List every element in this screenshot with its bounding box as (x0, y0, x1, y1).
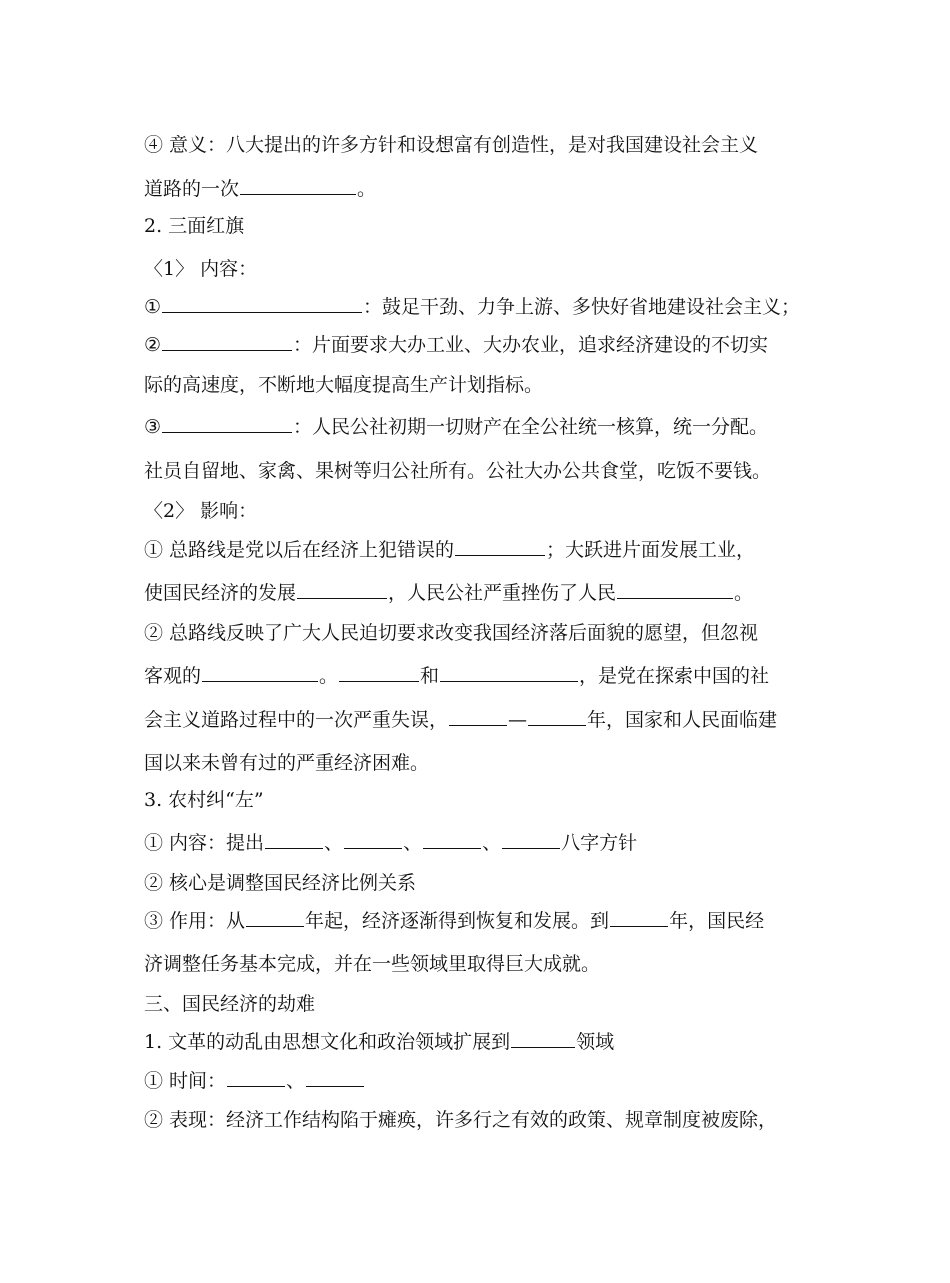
fill-blank[interactable] (449, 705, 507, 726)
fill-blank[interactable] (440, 661, 578, 682)
line-text: ③ (144, 416, 162, 438)
line-text: 、 (482, 832, 502, 854)
line-text: ① 时间： (144, 1070, 227, 1092)
line-text: ① 总路线是党以后在经济上犯错误的 (144, 539, 455, 561)
line-text: — (508, 709, 528, 731)
line-text: 会主义道路过程中的一次严重失误， (144, 709, 449, 731)
fill-blank[interactable] (617, 578, 733, 599)
line-text: ：鼓足干劲、力争上游、多快好省地建设社会主义； (363, 296, 801, 318)
text-line (144, 330, 860, 360)
text-line (144, 828, 860, 858)
line-text: ，是党在探索中国的社 (579, 665, 770, 687)
line-text: ，人民公社严重挫伤了人民 (388, 582, 617, 604)
line-text: 、 (324, 832, 344, 854)
text-line (144, 535, 860, 565)
line-text: ：片面要求大办工业、大办农业，追求经济建设的不切实 (293, 334, 769, 356)
text-line (144, 661, 860, 691)
fill-blank[interactable] (162, 292, 362, 313)
line-text: 道路的一次 (144, 178, 240, 200)
fill-blank[interactable] (423, 828, 481, 849)
line-text: 。 (734, 582, 754, 604)
line-text: ② 核心是调整国民经济比例关系 (144, 872, 417, 894)
text-line (144, 1105, 860, 1135)
text-line (144, 868, 860, 898)
line-text: 领域 (576, 1031, 615, 1053)
section-heading (144, 989, 860, 1019)
heading-text: 三、国民经济的劫难 (144, 993, 316, 1015)
text-line (144, 412, 860, 442)
line-text: 济调整任务基本完成，并在一些领域里取得巨大成就。 (144, 953, 601, 975)
text-line (144, 1066, 860, 1096)
text-line (144, 1027, 860, 1057)
text-line (144, 456, 860, 486)
text-line (144, 618, 860, 648)
fill-blank[interactable] (455, 535, 545, 556)
line-text: 使国民经济的发展 (144, 582, 297, 604)
text-line (144, 949, 860, 979)
fill-blank[interactable] (265, 828, 323, 849)
subsection-heading (144, 254, 860, 284)
line-text: 社员自留地、家禽、果树等归公社所有。公社大办公共食堂，吃饭不要钱。 (144, 460, 772, 482)
text-line (144, 906, 860, 936)
fill-blank[interactable] (306, 1066, 364, 1087)
text-line (144, 130, 860, 160)
text-line (144, 370, 860, 400)
line-text: ③ 作用：从 (144, 910, 246, 932)
line-text: ② (144, 334, 162, 356)
line-text: 。 (357, 178, 377, 200)
heading-text: 〈1〉 内容： (144, 258, 258, 280)
line-text: ① (144, 296, 162, 318)
heading-text: 3. 农村纠“左” (144, 789, 264, 811)
line-text: ：人民公社初期一切财产在全公社统一核算，统一分配。 (293, 416, 769, 438)
fill-blank[interactable] (202, 661, 318, 682)
fill-blank[interactable] (502, 828, 560, 849)
fill-blank[interactable] (162, 412, 292, 433)
line-text: ② 表现：经济工作结构陷于瘫痪，许多行之有效的政策、规章制度被废除， (144, 1109, 778, 1131)
line-text: 、 (403, 832, 423, 854)
line-text: ；大跃进片面发展工业， (546, 539, 756, 561)
fill-blank[interactable] (339, 661, 419, 682)
section-heading (144, 211, 860, 241)
text-line (144, 578, 860, 608)
fill-blank[interactable] (297, 578, 387, 599)
line-text: ① 内容：提出 (144, 832, 265, 854)
text-line (144, 174, 860, 204)
line-text: 客观的 (144, 665, 202, 687)
fill-blank[interactable] (528, 705, 586, 726)
line-text: 国以来未曾有过的严重经济困难。 (144, 752, 430, 774)
line-text: 1. 文革的动乱由思想文化和政治领域扩展到 (144, 1031, 511, 1053)
fill-blank[interactable] (227, 1066, 285, 1087)
line-text: 和 (420, 665, 440, 687)
text-line (144, 705, 860, 735)
fill-blank[interactable] (162, 330, 292, 351)
text-line (144, 748, 860, 778)
line-text: 、 (286, 1070, 306, 1092)
subsection-heading (144, 496, 860, 526)
line-text: 际的高速度，不断地大幅度提高生产计划指标。 (144, 374, 544, 396)
heading-text: 〈2〉 影响： (144, 500, 258, 522)
text-line (144, 292, 860, 322)
fill-blank[interactable] (344, 828, 402, 849)
line-text: 年起，经济逐渐得到恢复和发展。到 (305, 910, 610, 932)
fill-blank[interactable] (610, 906, 668, 927)
fill-blank[interactable] (240, 174, 356, 195)
line-text: ② 总路线反映了广大人民迫切要求改变我国经济落后面貌的愿望，但忽视 (144, 622, 759, 644)
fill-blank[interactable] (511, 1027, 575, 1048)
line-text: ④ 意义：八大提出的许多方针和设想富有创造性，是对我国建设社会主义 (144, 134, 759, 156)
section-heading (144, 785, 860, 815)
fill-blank[interactable] (246, 906, 304, 927)
heading-text: 2. 三面红旗 (144, 215, 245, 237)
line-text: 。 (319, 665, 339, 687)
line-text: 年，国家和人民面临建 (587, 709, 778, 731)
line-text: 八字方针 (561, 832, 638, 854)
line-text: 年，国民经 (669, 910, 765, 932)
